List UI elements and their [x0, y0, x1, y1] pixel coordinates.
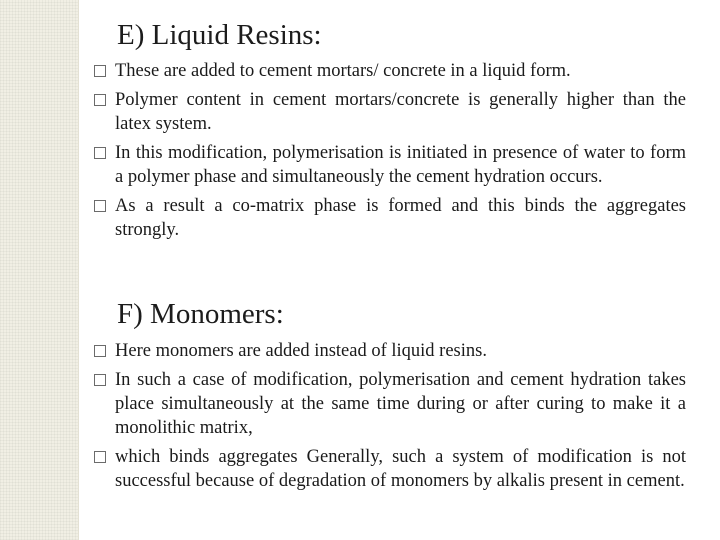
liquid-resins-bullet-list [94, 59, 686, 247]
bullet-text: In such a case of modification, polymerisation and cement hydration takes place simultaneously at the same time during or after curing to make it a monolithic matrix, [115, 370, 686, 438]
bullet-item [94, 141, 686, 189]
bullet-text: Here monomers are added instead of liquid resins. [115, 341, 487, 361]
heading-monomers: F) Monomers: [117, 298, 284, 330]
decorative-side-strip [0, 0, 78, 540]
bullet-item [94, 194, 686, 242]
bullet-text: Polymer content in cement mortars/concrete is generally higher than the latex system. [115, 90, 686, 134]
bullet-item [94, 445, 686, 493]
bullet-box-icon [94, 200, 106, 212]
bullet-item [94, 88, 686, 136]
bullet-text: which binds aggregates Generally, such a system of modification is not successful because of degradation of monomers by alkalis present in cement. [115, 447, 686, 491]
heading-liquid-resins: E) Liquid Resins: [117, 19, 322, 51]
bullet-item [94, 339, 686, 363]
bullet-box-icon [94, 65, 106, 77]
bullet-box-icon [94, 94, 106, 106]
side-strip-edge [78, 0, 81, 540]
bullet-item [94, 59, 686, 83]
bullet-item [94, 368, 686, 440]
bullet-text: These are added to cement mortars/ concrete in a liquid form. [115, 61, 571, 81]
monomers-bullet-list [94, 339, 686, 498]
bullet-text: As a result a co-matrix phase is formed and this binds the aggregates strongly. [115, 196, 686, 240]
bullet-box-icon [94, 345, 106, 357]
bullet-text: In this modification, polymerisation is initiated in presence of water to form a polymer phase and simultaneously the cement hydration occurs. [115, 143, 686, 187]
bullet-box-icon [94, 374, 106, 386]
bullet-box-icon [94, 451, 106, 463]
bullet-box-icon [94, 147, 106, 159]
